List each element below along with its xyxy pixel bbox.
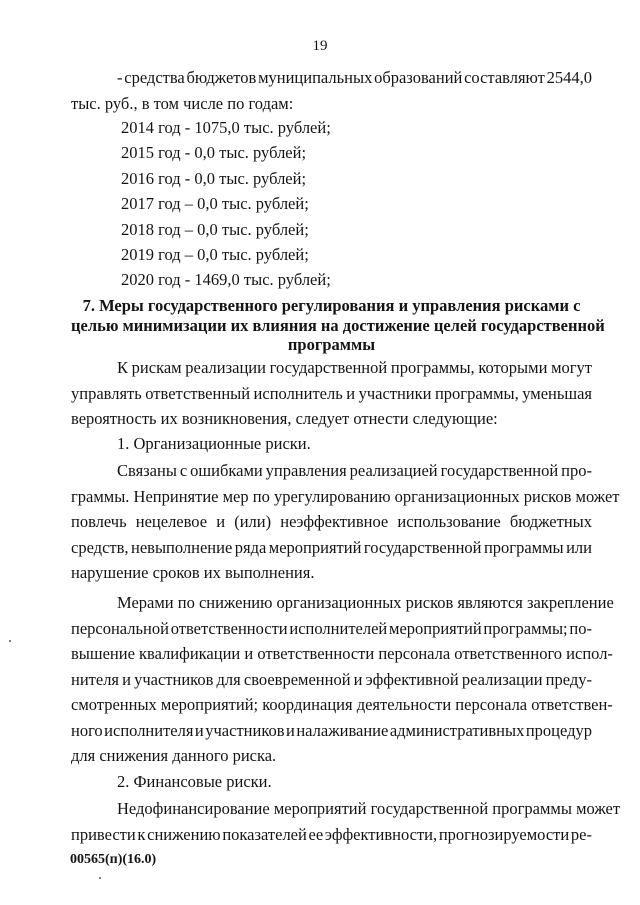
text-line: К рискам реализации государственной программы, которыми могут xyxy=(117,358,592,377)
list-item: 2017 год – 0,0 тыс. рублей; xyxy=(121,194,309,214)
measures-line-6 xyxy=(71,718,592,744)
text-line: привести к снижению показателей ее эффективности, прогнозируемости ре- xyxy=(71,824,592,844)
list-item: 2014 год - 1075,0 тыс. рублей; xyxy=(121,118,331,137)
heading-line-2: целью минимизации их влияния на достижение целей государственной xyxy=(71,315,605,335)
text-line: - средства бюджетов муниципальных образований составляют 2544,0 xyxy=(117,68,592,87)
risk-item-1-title xyxy=(117,431,311,457)
text-line: смотренных мероприятий; координация деятельности персонала ответствен- xyxy=(71,695,613,714)
measures-line-1 xyxy=(71,590,614,616)
list-item: 2020 год - 1469,0 тыс. рублей; xyxy=(121,270,331,290)
text-line: управлять ответственный исполнитель и участники программы, уменьшая xyxy=(71,383,592,403)
text-line: граммы. Непринятие мер по урегулированию организационных рисков может xyxy=(71,486,620,506)
budget-paragraph xyxy=(71,65,592,116)
heading-line-3: программы xyxy=(287,335,376,354)
org-line-4 xyxy=(71,535,592,561)
heading-line-1: 7. Меры государственного регулирования и управления рисками с xyxy=(82,296,581,315)
org-line-5: нарушение сроков их выполнения. xyxy=(71,563,315,582)
text-line: Связаны с ошибками управления реализацией государственной про- xyxy=(117,461,592,480)
scan-speck xyxy=(9,640,11,642)
text-line: Недофинансирование мероприятий государственной программы может xyxy=(117,799,621,818)
list-item: 2016 год - 0,0 тыс. рублей; xyxy=(121,168,307,188)
intro-paragraph xyxy=(71,355,592,432)
risk-item-2-title xyxy=(117,769,272,795)
list-item: 2018 год – 0,0 тыс. рублей; xyxy=(121,219,309,239)
measures-line-4 xyxy=(71,667,592,693)
page-number: 19 xyxy=(312,38,328,54)
fin-line-2 xyxy=(71,822,592,848)
item-title: 2. Финансовые риски. xyxy=(117,772,272,791)
scan-speck xyxy=(99,877,101,879)
budget-line-2: тыс. руб., в том числе по годам: xyxy=(71,93,294,113)
org-line-2 xyxy=(71,484,620,510)
measures-line-3 xyxy=(71,641,613,667)
text-line: ного исполнителя и участников и налаживание административных процедур xyxy=(71,720,592,740)
years-list xyxy=(121,115,331,293)
org-line-3 xyxy=(71,509,592,535)
measures-paragraph xyxy=(71,590,614,769)
text-line: вышение квалификации и ответственности персонала ответственного испол- xyxy=(71,644,613,663)
text-line: Мерами по снижению организационных рисков являются закрепление xyxy=(117,593,614,612)
fin-line-1 xyxy=(71,796,621,822)
section-heading xyxy=(71,296,605,355)
text-line: нителя и участников для своевременной и эффективной реализации преду- xyxy=(71,669,592,689)
measures-line-5 xyxy=(71,692,613,718)
org-line-1 xyxy=(71,458,592,484)
organizational-risks-paragraph xyxy=(71,458,620,586)
intro-line-3: вероятность их возникновения, следует отнести следующие: xyxy=(71,409,498,428)
budget-line-1 xyxy=(71,65,592,91)
text-line: средств, невыполнение ряда мероприятий государственной программы или xyxy=(71,537,592,557)
item-title: 1. Организационные риски. xyxy=(117,434,311,453)
text-line: повлечь нецелевое и (или) неэффективное использование бюджетных xyxy=(71,512,592,531)
text-line: персональной ответственности исполнителей мероприятий программы; по- xyxy=(71,618,592,638)
list-item: 2015 год - 0,0 тыс. рублей; xyxy=(121,143,307,163)
intro-line-1 xyxy=(71,355,592,381)
intro-line-2 xyxy=(71,381,592,407)
measures-line-7: для снижения данного риска. xyxy=(71,746,277,765)
document-code: 00565(п)(16.0) xyxy=(70,852,157,867)
list-item: 2019 год – 0,0 тыс. рублей; xyxy=(121,244,309,264)
measures-line-2 xyxy=(71,616,592,642)
financial-risks-paragraph xyxy=(71,796,621,847)
